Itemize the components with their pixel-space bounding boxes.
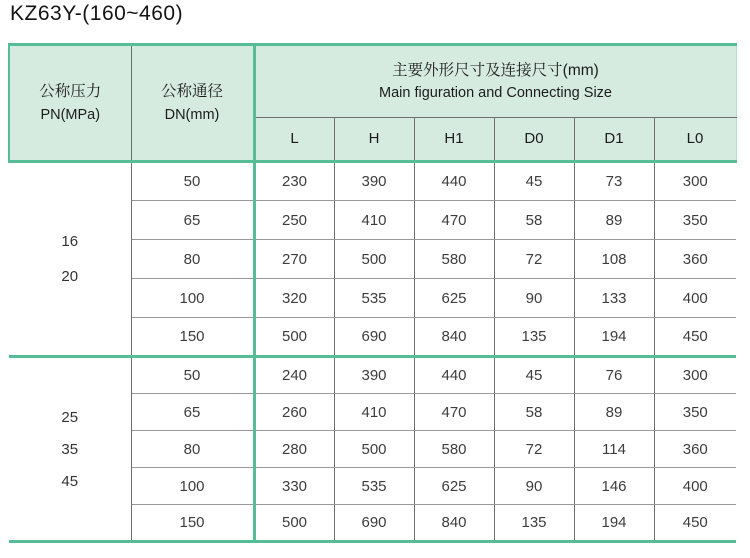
column-header-H: H: [334, 117, 414, 161]
value-cell: 400: [654, 279, 736, 318]
value-cell: 146: [574, 468, 654, 505]
dn-cell: 150: [131, 318, 254, 357]
value-cell: 500: [334, 240, 414, 279]
value-cell: 410: [334, 201, 414, 240]
dn-cell: 100: [131, 279, 254, 318]
value-cell: 400: [654, 468, 736, 505]
column-header-D1: D1: [574, 117, 654, 161]
value-cell: 280: [254, 431, 334, 468]
dn-cell: 65: [131, 394, 254, 431]
value-cell: 76: [574, 357, 654, 394]
pressure-header-en: PN(MPa): [40, 106, 101, 123]
value-cell: 194: [574, 318, 654, 357]
value-cell: 45: [494, 357, 574, 394]
value-cell: 625: [414, 468, 494, 505]
value-cell: 73: [574, 162, 654, 201]
value-cell: 450: [654, 318, 736, 357]
value-cell: 230: [254, 162, 334, 201]
value-cell: 625: [414, 279, 494, 318]
value-cell: 135: [494, 318, 574, 357]
value-cell: 89: [574, 201, 654, 240]
value-cell: 690: [334, 505, 414, 542]
pn-group-cell: [9, 162, 131, 357]
value-cell: 194: [574, 505, 654, 542]
pressure-group-16-20: [9, 162, 736, 357]
value-cell: 440: [414, 162, 494, 201]
value-cell: 690: [334, 318, 414, 357]
value-cell: 360: [654, 431, 736, 468]
dn-cell: 150: [131, 505, 254, 542]
table-row: [9, 357, 736, 394]
value-cell: 330: [254, 468, 334, 505]
value-cell: 500: [254, 318, 334, 357]
diameter-header-cell: [131, 45, 254, 162]
value-cell: 58: [494, 394, 574, 431]
value-cell: 133: [574, 279, 654, 318]
value-cell: 300: [654, 162, 736, 201]
column-header-D0: D0: [494, 117, 574, 161]
pn-value: 35: [61, 440, 79, 458]
value-cell: 72: [494, 431, 574, 468]
dn-cell: 65: [131, 201, 254, 240]
value-cell: 72: [494, 240, 574, 279]
pressure-header-cell: [9, 45, 131, 162]
pn-value: 16: [61, 233, 79, 250]
value-cell: 108: [574, 240, 654, 279]
value-cell: 840: [414, 505, 494, 542]
value-cell: 90: [494, 468, 574, 505]
value-cell: 90: [494, 279, 574, 318]
value-cell: 58: [494, 201, 574, 240]
value-cell: 535: [334, 468, 414, 505]
dn-cell: 50: [131, 357, 254, 394]
pn-value: 25: [61, 408, 79, 426]
column-header-L0: L0: [654, 117, 736, 161]
value-cell: 350: [654, 201, 736, 240]
pressure-group-25-35-45: [9, 357, 736, 542]
value-cell: 390: [334, 357, 414, 394]
page-title: KZ63Y-(160~460): [10, 2, 184, 25]
value-cell: 260: [254, 394, 334, 431]
pn-group-cell: [9, 357, 131, 542]
dimensions-header-cell: [254, 45, 736, 118]
value-cell: 320: [254, 279, 334, 318]
value-cell: 580: [414, 431, 494, 468]
value-cell: 535: [334, 279, 414, 318]
value-cell: 45: [494, 162, 574, 201]
column-header-H1: H1: [414, 117, 494, 161]
dn-cell: 100: [131, 468, 254, 505]
value-cell: 114: [574, 431, 654, 468]
value-cell: 250: [254, 201, 334, 240]
table-row: [9, 162, 736, 201]
value-cell: 89: [574, 394, 654, 431]
dimensions-header-en: Main figuration and Connecting Size: [379, 84, 612, 101]
value-cell: 240: [254, 357, 334, 394]
value-cell: 270: [254, 240, 334, 279]
value-cell: 580: [414, 240, 494, 279]
pressure-header-zh: 公称压力: [39, 83, 102, 101]
value-cell: 390: [334, 162, 414, 201]
value-cell: 300: [654, 357, 736, 394]
value-cell: 440: [414, 357, 494, 394]
column-header-L: L: [254, 117, 334, 161]
value-cell: 500: [334, 431, 414, 468]
diameter-header-en: DN(mm): [164, 106, 220, 123]
dn-cell: 80: [131, 431, 254, 468]
dn-cell: 80: [131, 240, 254, 279]
dimensions-header-zh: 主要外形尺寸及连接尺寸(mm): [392, 61, 599, 79]
pn-value: 20: [61, 268, 79, 285]
value-cell: 840: [414, 318, 494, 357]
value-cell: 470: [414, 394, 494, 431]
value-cell: 360: [654, 240, 736, 279]
pn-value: 45: [61, 472, 79, 490]
value-cell: 410: [334, 394, 414, 431]
value-cell: 470: [414, 201, 494, 240]
value-cell: 450: [654, 505, 736, 542]
value-cell: 350: [654, 394, 736, 431]
diameter-header-zh: 公称通径: [160, 83, 223, 101]
value-cell: 500: [254, 505, 334, 542]
dn-cell: 50: [131, 162, 254, 201]
spec-table: [8, 43, 737, 543]
value-cell: 135: [494, 505, 574, 542]
